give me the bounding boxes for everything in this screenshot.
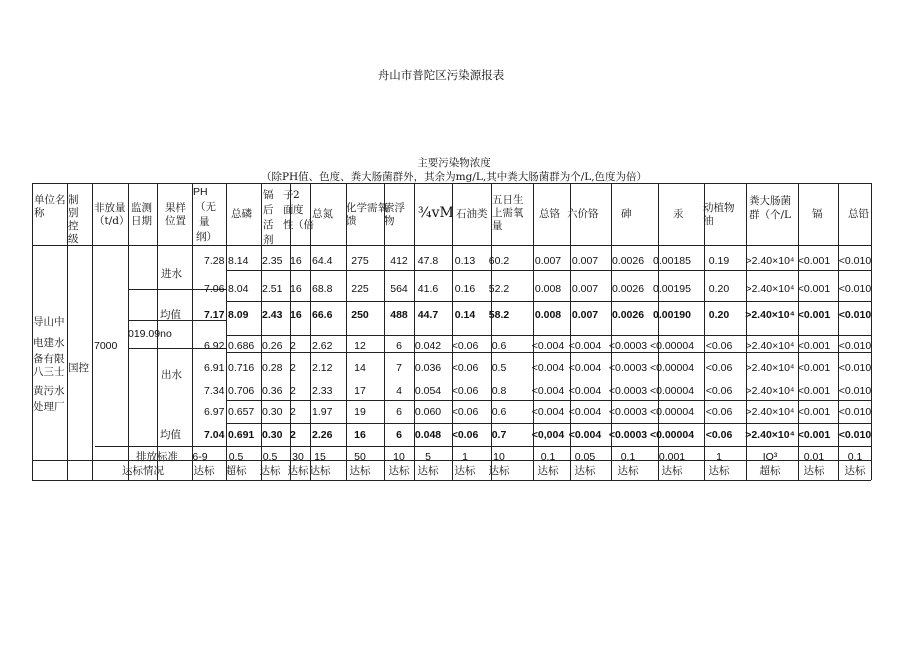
status-cell: 达标 [488, 465, 510, 477]
table-cell: <0.010 [838, 429, 872, 441]
col-header-fecal-coliform: 粪大肠菌群（个/L [749, 195, 792, 221]
standard-cell: 6-9 [192, 451, 208, 463]
table-cell: 6.92 [204, 340, 225, 352]
table-cell: <0.00004 [649, 429, 695, 441]
table-cell: 0.008 [534, 309, 562, 321]
standard-cell: 15 [314, 451, 326, 463]
table-cell: 16 [290, 309, 302, 321]
table-cell: 2 [290, 429, 296, 441]
table-cell: 0.060 [414, 406, 442, 418]
table-cell: 0.00185 [653, 255, 691, 267]
table-cell: 4 [396, 385, 402, 397]
table-cell: <0.004 [568, 406, 602, 418]
table-cell: 0.28 [262, 362, 283, 374]
standard-cell: 0.001 [658, 451, 686, 463]
table-cell: 19 [354, 406, 366, 418]
pollutant-group-note: （除PH值、色度、粪大肠菌群外，其余为mg/L,其中粪大肠菌群为个/L,色度为倍） [260, 171, 648, 183]
table-cell: 6 [396, 406, 402, 418]
table-cell: 0.657 [228, 406, 255, 418]
table-cell: 2.43 [262, 309, 283, 321]
table-cell: 16 [354, 429, 366, 441]
grid-line [226, 301, 871, 302]
grid-line [226, 270, 871, 271]
grid-line [32, 183, 33, 480]
ph-header-line4: 纲） [196, 231, 217, 243]
table-cell: 2.12 [312, 362, 333, 374]
standard-cell: 1 [462, 451, 468, 463]
table-cell: >2.40×10⁴ [745, 309, 795, 321]
table-cell: 2.26 [312, 429, 333, 441]
table-cell: 2 [290, 362, 296, 374]
unit-name-line: 黄污水 [33, 385, 65, 397]
status-cell: 达标 [537, 465, 559, 477]
table-cell: <0.0003 [608, 385, 648, 397]
table-cell: 2.35 [262, 255, 283, 267]
grid-line [67, 183, 68, 480]
table-cell: 564 [390, 283, 408, 295]
table-cell: <0.001 [797, 406, 831, 418]
unit-name-line: 导山中 [33, 316, 65, 328]
table-cell: 0.26 [262, 340, 283, 352]
table-cell: <0.010 [838, 340, 872, 352]
col-header-total-phosphorus: 总磷 [231, 208, 252, 220]
unit-name-line: 电建水 [33, 337, 65, 349]
table-cell: 7.06 [204, 283, 225, 295]
grid-line [226, 400, 871, 401]
status-cell: 达标 [803, 465, 825, 477]
outlet-average-label: 均值 [160, 429, 181, 441]
grid-line [32, 480, 871, 481]
table-cell: 17 [354, 385, 366, 397]
standard-cell: 10 [393, 451, 405, 463]
table-cell: <0.00004 [649, 406, 695, 418]
inlet-label: 进水 [161, 268, 182, 280]
grid-line [95, 446, 871, 447]
standard-cell: 0.01 [803, 451, 825, 463]
table-cell: <0.001 [797, 429, 831, 441]
col-header-cadmium: 镉 [812, 208, 823, 220]
monitor-date-header: 监测日期 [131, 202, 152, 227]
table-cell: 0.7 [491, 429, 507, 441]
table-cell: <0.010 [838, 385, 872, 397]
table-cell: <0.06 [705, 406, 733, 418]
table-cell: <0.001 [797, 362, 831, 374]
ph-header-line3: 量 [199, 216, 210, 228]
standard-cell: 30 [292, 451, 304, 463]
standard-cell: 5 [425, 451, 431, 463]
table-cell: 488 [390, 309, 408, 321]
table-cell: 0.20 [708, 309, 730, 321]
table-cell: <0.06 [451, 340, 479, 352]
table-cell: <0.06 [705, 340, 733, 352]
status-cell: 达标 [454, 465, 476, 477]
col-header-ammonia: ¾vM [418, 205, 454, 221]
table-cell: 0.007 [534, 255, 562, 267]
col-header-bod5: 五日生上需氧量 [492, 194, 524, 232]
table-cell: 0.00190 [653, 309, 691, 321]
grid-line [226, 183, 227, 480]
ph-header-line1: PH [193, 186, 208, 198]
status-cell: 达标 [193, 465, 215, 477]
table-cell: <0.00004 [649, 362, 695, 374]
table-cell: >2.40×10⁴ [745, 255, 795, 267]
table-cell: <0,004 [531, 429, 565, 441]
col-header-arsenic: 砷 [621, 208, 632, 220]
standard-cell: 0.1 [620, 451, 636, 463]
table-cell: <0.001 [797, 340, 831, 352]
col-header-mercury: 汞 [673, 208, 684, 220]
grid-line [226, 423, 871, 424]
status-cell: 达标 [287, 465, 309, 477]
table-cell: 0.716 [228, 362, 255, 374]
table-cell: 0.8 [491, 385, 507, 397]
table-cell: <0.06 [705, 429, 733, 441]
table-cell: <0.06 [451, 406, 479, 418]
standard-cell: 50 [354, 451, 366, 463]
grid-line [92, 183, 93, 480]
status-cell: 达标 [417, 465, 439, 477]
col-header-color-degree: 2度（倍 [293, 189, 314, 231]
col-header-hexavalent-chromium: 六价铬 [567, 208, 599, 220]
table-cell: 66.6 [312, 309, 333, 321]
standard-cell: 1 [716, 451, 722, 463]
table-cell: 0.16 [454, 283, 476, 295]
table-cell: <0.004 [568, 385, 602, 397]
table-cell: 6 [396, 429, 402, 441]
table-cell: 0.30 [262, 429, 283, 441]
grid-line [226, 352, 871, 353]
standard-label: 排放标准 [136, 451, 178, 463]
standard-cell: 10 [493, 451, 505, 463]
control-level-header: 制别控级 [68, 194, 79, 245]
table-cell: >2.40×10⁴ [745, 362, 795, 374]
grid-line [226, 335, 871, 336]
standard-cell: 0.05 [574, 451, 596, 463]
table-cell: 412 [390, 255, 408, 267]
table-cell: 16 [290, 283, 302, 295]
table-cell: 0.14 [454, 309, 476, 321]
table-cell: 14 [354, 362, 366, 374]
table-cell: <0.00004 [649, 340, 695, 352]
table-cell: >2.40×10⁴ [745, 283, 795, 295]
table-cell: 8.14 [228, 255, 249, 267]
table-cell: <0.001 [797, 385, 831, 397]
table-cell: <0.001 [797, 309, 831, 321]
col-header-total-lead: 总铅 [848, 208, 869, 220]
unit-name-line: 八三士 [33, 366, 65, 378]
status-cell: 超标 [225, 465, 247, 477]
status-cell: 达标 [617, 465, 639, 477]
table-cell: <0.06 [705, 385, 733, 397]
grid-line [384, 183, 385, 480]
table-cell: 0.008 [534, 283, 562, 295]
table-cell: <0.001 [797, 283, 831, 295]
table-cell: 7 [396, 362, 402, 374]
col-header-surfactant: 子面性 [283, 189, 294, 231]
table-cell: 0.042 [414, 340, 442, 352]
status-cell: 达标 [574, 465, 596, 477]
status-cell: 达标 [708, 465, 730, 477]
table-cell: 0.36 [262, 385, 283, 397]
table-cell: <0.0003 [608, 362, 648, 374]
standard-cell: 0.1 [847, 451, 863, 463]
grid-line [157, 183, 158, 480]
table-cell: 0.20 [708, 283, 730, 295]
table-cell: 0.6 [491, 406, 507, 418]
table-cell: 6 [396, 340, 402, 352]
table-cell: 7.28 [204, 255, 225, 267]
table-cell: 0.13 [454, 255, 476, 267]
ph-header-line2: （无 [195, 201, 216, 213]
discharge-value: 7000 [94, 340, 118, 352]
table-cell: 0.0026 [611, 255, 645, 267]
table-cell: 2.62 [312, 340, 333, 352]
table-cell: <0.010 [838, 362, 872, 374]
table-cell: <0.010 [838, 309, 872, 321]
table-cell: 0.0026 [611, 283, 645, 295]
table-cell: 2.51 [262, 283, 283, 295]
table-cell: 16 [290, 255, 302, 267]
grid-line [128, 183, 129, 480]
table-cell: <0.004 [531, 340, 565, 352]
table-cell: >2.40×10⁴ [745, 340, 795, 352]
table-cell: <0.004 [568, 340, 602, 352]
table-cell: 0.007 [571, 309, 599, 321]
table-cell: 6.91 [204, 362, 225, 374]
table-cell: <0.06 [705, 362, 733, 374]
table-cell: <0.004 [531, 385, 565, 397]
col-header-cod: 化学需氧馈 [346, 202, 388, 227]
table-cell: 1.97 [312, 406, 333, 418]
table-cell: 2.33 [312, 385, 333, 397]
table-cell: 0.054 [414, 385, 442, 397]
table-cell: 0.19 [708, 255, 730, 267]
grid-line [192, 183, 193, 480]
grid-line [310, 183, 311, 480]
col-header-total-chromium: 总铬 [539, 208, 560, 220]
unit-name-header: 单位名称 [34, 194, 66, 219]
status-cell: 达标 [844, 465, 866, 477]
report-title: 舟山市普陀区污染源报表 [377, 70, 505, 82]
table-cell: 275 [351, 255, 369, 267]
table-cell: 6.97 [204, 406, 225, 418]
table-cell: 44.7 [417, 309, 439, 321]
table-cell: 0.6 [491, 340, 507, 352]
inlet-average-label: 均值 [160, 309, 181, 321]
table-cell: 8.04 [228, 283, 249, 295]
table-cell: <0.06 [451, 362, 479, 374]
pollutant-group-title: 主要污染物浓度 [417, 157, 491, 169]
status-cell: 超标 [759, 465, 781, 477]
col-header-total-nitrogen: 总氮 [312, 208, 333, 220]
table-cell: 2 [290, 340, 296, 352]
status-cell: 达标 [349, 465, 371, 477]
standard-cell: IO³ [762, 451, 778, 463]
status-cell: 达标 [388, 465, 410, 477]
table-cell: 0.007 [571, 255, 599, 267]
table-cell: <0.004 [531, 406, 565, 418]
table-cell: 60.2 [488, 255, 510, 267]
table-cell: <0.004 [568, 429, 602, 441]
table-cell: <0.0003 [608, 340, 648, 352]
standard-cell: 0.1 [540, 451, 556, 463]
discharge-header: 非放量（t/d） [94, 202, 130, 227]
table-cell: 0.686 [228, 340, 255, 352]
table-cell: 2 [290, 385, 296, 397]
table-cell: >2.40×10⁴ [745, 429, 795, 441]
table-cell: 0.5 [491, 362, 507, 374]
table-cell: 0.0026 [611, 309, 645, 321]
table-cell: <0.001 [797, 255, 831, 267]
table-cell: <0.0003 [608, 406, 648, 418]
table-cell: 41.6 [417, 283, 439, 295]
table-cell: <0.06 [451, 429, 479, 441]
table-cell: 250 [351, 309, 369, 321]
table-cell: 7.17 [204, 309, 225, 321]
table-cell: 8.09 [228, 309, 249, 321]
grid-line [346, 183, 347, 480]
status-cell: 达标 [661, 465, 683, 477]
table-cell: 47.8 [417, 255, 439, 267]
table-cell: 0.036 [414, 362, 442, 374]
control-level-value: 国控 [68, 362, 89, 374]
table-cell: 58.2 [488, 309, 510, 321]
table-cell: 64.4 [312, 255, 333, 267]
sample-position-header: 果样位置 [165, 202, 186, 227]
unit-name-line: 处理厂 [33, 401, 65, 413]
table-cell: <0.010 [838, 283, 872, 295]
table-cell: >2.40×10⁴ [745, 385, 795, 397]
table-cell: >2.40×10⁴ [745, 406, 795, 418]
table-cell: <0.010 [838, 406, 872, 418]
table-cell: 52.2 [488, 283, 510, 295]
table-cell: 68.8 [312, 283, 333, 295]
table-cell: 0.691 [228, 429, 255, 441]
table-cell: 2 [290, 406, 296, 418]
unit-name-line: 备有限 [33, 353, 65, 365]
table-cell: 0.007 [571, 283, 599, 295]
table-cell: <0.00004 [649, 385, 695, 397]
col-header-suspended: 索浮物 [384, 202, 405, 227]
outlet-label: 出水 [161, 369, 182, 381]
table-cell: 0.706 [228, 385, 255, 397]
status-cell: 达标 [259, 465, 281, 477]
table-cell: <0.010 [838, 255, 872, 267]
col-header-petroleum: 石油类 [456, 208, 488, 220]
table-cell: <0.06 [451, 385, 479, 397]
table-cell: 0.30 [262, 406, 283, 418]
table-cell: <0.0003 [608, 429, 648, 441]
table-cell: <0.004 [568, 362, 602, 374]
status-cell: 达标 [309, 465, 331, 477]
standard-cell: 0.5 [262, 451, 278, 463]
table-cell: 7.34 [204, 385, 225, 397]
col-header-animal-vegetable-oil: 动植物油 [703, 202, 735, 227]
table-cell: 12 [354, 340, 366, 352]
status-label: 达标情况 [122, 465, 164, 477]
col-header-cadmium-agent: 镉后活剂 [263, 189, 274, 246]
standard-cell: 0.5 [228, 451, 244, 463]
table-cell: 0.00195 [653, 283, 691, 295]
table-cell: 225 [351, 283, 369, 295]
table-cell: 0.048 [414, 429, 442, 441]
table-cell: 7.04 [204, 429, 225, 441]
table-cell: <0.004 [531, 362, 565, 374]
monitor-date-value: 019.09no [128, 328, 172, 340]
